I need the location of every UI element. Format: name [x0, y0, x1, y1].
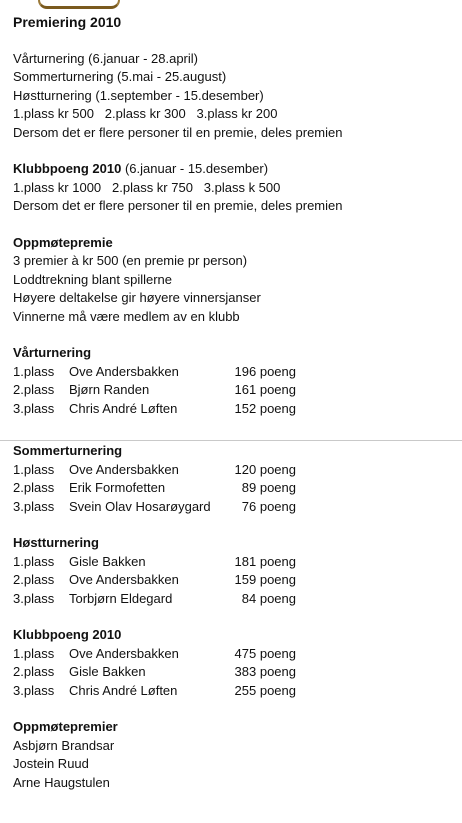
heading-suffix: (6.januar - 15.desember)	[121, 161, 269, 176]
place-cell: 2.plass	[13, 572, 55, 587]
section-heading: Oppmøtepremie	[13, 234, 113, 250]
results-klubbpoeng	[13, 626, 454, 700]
results-table	[13, 553, 296, 609]
section-heading: Høstturnering	[13, 535, 99, 550]
place-cell: 3.plass	[13, 498, 55, 514]
tournaments-info	[13, 50, 454, 143]
table-row	[13, 479, 296, 498]
results-hostturnering	[13, 534, 454, 608]
info-line: Høyere deltakelse gir høyere vinnersjanser	[13, 290, 261, 305]
results-sommerturnering	[13, 442, 454, 516]
place-cell: 2.plass	[13, 664, 55, 679]
document	[13, 13, 454, 810]
oppmote-info	[13, 234, 454, 327]
score-cell: 76 poeng	[241, 498, 296, 514]
table-row	[13, 363, 296, 382]
info-line: Vårturnering (6.januar - 28.april)	[13, 50, 198, 66]
place-cell: 1.plass	[13, 645, 55, 661]
info-line: Loddtrekning blant spillerne	[13, 271, 172, 287]
score-cell: 161 poeng	[234, 382, 296, 397]
info-line: 3 premier à kr 500 (en premie pr person)	[13, 253, 248, 268]
name-cell: Chris André Løften	[69, 400, 178, 416]
place-cell: 2.plass	[13, 480, 55, 495]
logo-fragment	[38, 0, 120, 9]
score-cell: 196 poeng	[234, 363, 296, 379]
section-heading: Klubbpoeng 2010	[13, 161, 122, 176]
results-varturnering	[13, 344, 454, 418]
score-cell: 475 poeng	[234, 645, 296, 661]
info-line: Dersom det er flere personer til en premie, deles premien	[13, 124, 343, 140]
info-line: 1.plass kr 1000 2.plass kr 750 3.plass k 500	[13, 179, 281, 195]
score-cell: 152 poeng	[234, 400, 296, 416]
table-row	[13, 498, 296, 517]
table-row	[13, 682, 296, 701]
results-table	[13, 645, 296, 701]
info-line: Høstturnering (1.september - 15.desember)	[13, 87, 264, 103]
name-cell: Ove Andersbakken	[69, 645, 179, 661]
info-line: Sommerturnering (5.mai - 25.august)	[13, 69, 227, 84]
name-cell: Svein Olav Hosarøygard	[69, 498, 211, 514]
place-cell: 3.plass	[13, 400, 55, 416]
winner-name: Asbjørn Brandsar	[13, 737, 115, 753]
info-line: Dersom det er flere personer til en premie, deles premien	[13, 198, 343, 213]
info-line: 1.plass kr 500 2.plass kr 300 3.plass kr 200	[13, 106, 278, 121]
klubbpoeng-info	[13, 160, 454, 216]
place-cell: 1.plass	[13, 363, 55, 379]
section-heading: Oppmøtepremier	[13, 719, 118, 734]
score-cell: 383 poeng	[234, 664, 296, 679]
table-row	[13, 663, 296, 682]
table-row	[13, 553, 296, 572]
place-cell: 1.plass	[13, 553, 55, 569]
name-cell: Torbjørn Eldegard	[69, 590, 173, 606]
name-cell: Ove Andersbakken	[69, 461, 179, 477]
results-table	[13, 363, 296, 419]
name-cell: Gisle Bakken	[69, 553, 146, 569]
score-cell: 120 poeng	[234, 461, 296, 477]
place-cell: 3.plass	[13, 682, 55, 698]
table-row	[13, 461, 296, 480]
table-row	[13, 590, 296, 609]
score-cell: 181 poeng	[234, 553, 296, 569]
table-row	[13, 571, 296, 590]
table-row	[13, 400, 296, 419]
info-line: Vinnerne må være medlem av en klubb	[13, 308, 240, 324]
winner-name: Arne Haugstulen	[13, 774, 110, 790]
section-heading: Sommerturnering	[13, 443, 123, 458]
score-cell: 255 poeng	[234, 682, 296, 698]
oppmote-winners	[13, 718, 454, 792]
section-heading: Vårturnering	[13, 345, 92, 360]
winner-name: Jostein Ruud	[13, 756, 89, 771]
results-table	[13, 461, 296, 517]
name-cell: Gisle Bakken	[69, 664, 146, 679]
place-cell: 1.plass	[13, 461, 55, 477]
place-cell: 2.plass	[13, 382, 55, 397]
name-cell: Chris André Løften	[69, 682, 178, 698]
score-cell: 159 poeng	[234, 572, 296, 587]
name-cell: Erik Formofetten	[69, 480, 166, 495]
table-row	[13, 381, 296, 400]
score-cell: 89 poeng	[241, 480, 296, 495]
klubbpoeng-info-heading	[13, 160, 454, 179]
page-title: Premiering 2010	[13, 14, 122, 30]
place-cell: 3.plass	[13, 590, 55, 606]
name-cell: Ove Andersbakken	[69, 363, 179, 379]
section-heading: Klubbpoeng 2010	[13, 627, 122, 642]
name-cell: Bjørn Randen	[69, 382, 150, 397]
name-cell: Ove Andersbakken	[69, 572, 179, 587]
score-cell: 84 poeng	[241, 590, 296, 606]
table-row	[13, 645, 296, 664]
